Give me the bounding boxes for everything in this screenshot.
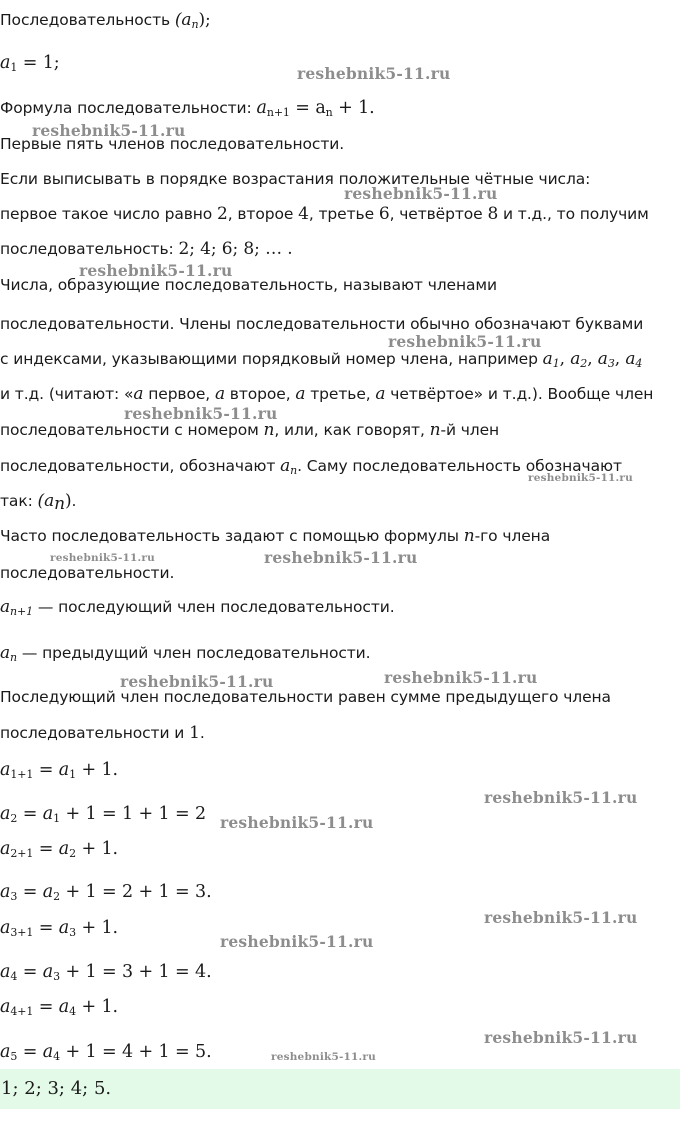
watermark: reshebnik5-11.ru <box>124 404 278 423</box>
watermark: reshebnik5-11.ru <box>50 552 155 564</box>
text-line-11: и т.д. (читают: «a первое, a второе, a третье, a четвёртое» и т.д.). Вообще член <box>0 384 654 404</box>
previous-term-definition: $a_n$ — предыдущий член последовательности. <box>0 643 371 664</box>
sequence-formula: Формула последовательности: $a_{n+1} = a_n + 1$. <box>0 98 375 119</box>
watermark: reshebnik5-11.ru <box>297 64 451 83</box>
sequence-title-line: Последовательность $(a_n)$; <box>0 10 211 31</box>
answer-box: 1; 2; 3; 4; 5. <box>0 1069 680 1109</box>
text-line-10: с индексами, указывающими порядковый номер члена, например $a_1$, $a_2$, $a_3$, $a_4$ <box>0 349 643 370</box>
formula-line: $a_3 = a_2 + 1 = 2 + 1 = 3$. <box>0 882 212 903</box>
formula-line: $a_{1+1} = a_1 + 1$. <box>0 760 119 781</box>
watermark: reshebnik5-11.ru <box>484 908 638 927</box>
watermark: reshebnik5-11.ru <box>220 813 374 832</box>
text-line-14: так: $(a_n)$. <box>0 491 77 514</box>
text-line-12: последовательности с номером n, или, как говорят, n-й член <box>0 420 500 440</box>
watermark: reshebnik5-11.ru <box>344 184 498 203</box>
watermark: reshebnik5-11.ru <box>528 472 633 484</box>
watermark: reshebnik5-11.ru <box>32 121 186 140</box>
formula-line: $a_5 = a_4 + 1 = 4 + 1 = 5$. <box>0 1042 212 1063</box>
formula-line: $a_2 = a_1 + 1 = 1 + 1 = 2$ <box>0 804 207 825</box>
watermark: reshebnik5-11.ru <box>384 668 538 687</box>
text-line-9: последовательности. Члены последовательности обычно обозначают буквами <box>0 315 644 333</box>
watermark: reshebnik5-11.ru <box>484 788 638 807</box>
text-line-20: последовательности и 1. <box>0 723 205 743</box>
formula-line: $a_{2+1} = a_2 + 1$. <box>0 839 119 860</box>
text-line-13: последовательности, обозначают $a_n$. Саму последовательность обозначают <box>0 456 622 477</box>
formula-line: $a_4 = a_3 + 1 = 3 + 1 = 4$. <box>0 962 212 983</box>
watermark: reshebnik5-11.ru <box>220 932 374 951</box>
text-line-5: Если выписывать в порядке возрастания положительные чётные числа: <box>0 170 591 188</box>
text-line-8: Числа, образующие последовательность, называют членами <box>0 276 497 294</box>
first-term: $a_1 = 1$; <box>0 53 60 74</box>
text-line-15: Часто последовательность задают с помощью формулы n-го члена <box>0 526 551 546</box>
watermark: reshebnik5-11.ru <box>79 261 233 280</box>
watermark: reshebnik5-11.ru <box>271 1051 376 1063</box>
formula-line: $a_{3+1} = a_3 + 1$. <box>0 918 119 939</box>
watermark: reshebnik5-11.ru <box>264 548 418 567</box>
watermark: reshebnik5-11.ru <box>484 1028 638 1047</box>
formula-line: $a_{4+1} = a_4 + 1$. <box>0 997 119 1018</box>
text-line-19: Последующий член последовательности равен сумме предыдущего члена <box>0 688 611 706</box>
watermark: reshebnik5-11.ru <box>120 672 274 691</box>
text-line-7: последовательность: 2; 4; 6; 8; … . <box>0 239 293 259</box>
text-line-6: первое такое число равно 2, второе 4, третье 6, четвёртое 8 и т.д., то получим <box>0 204 649 224</box>
five-terms-heading: Первые пять членов последовательности. <box>0 135 345 153</box>
next-term-definition: $a_{n+1}$ — последующий член последовательности. <box>0 597 395 618</box>
text-line-16: последовательности. <box>0 564 175 582</box>
watermark: reshebnik5-11.ru <box>388 332 542 351</box>
